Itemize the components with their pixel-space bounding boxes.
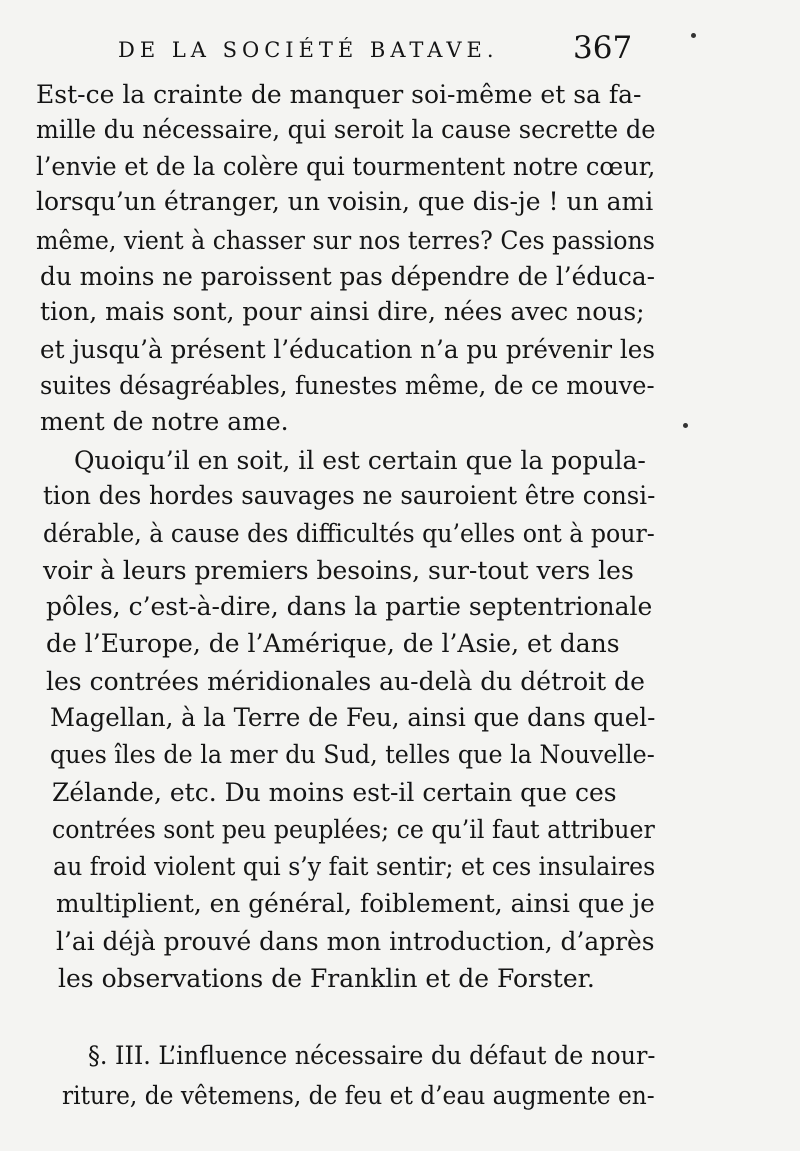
text-line: mille du nécessaire, qui seroit la cause secrette de bbox=[36, 115, 656, 144]
page-number: 367 bbox=[573, 30, 633, 66]
text-line: et jusqu’à présent l’éducation n’a pu prévenir les bbox=[40, 335, 655, 364]
text-line: Magellan, à la Terre de Feu, ainsi que dans quel- bbox=[50, 703, 656, 732]
text-line: même, vient à chasser sur nos terres? Ces passions bbox=[36, 226, 655, 255]
text-line: voir à leurs premiers besoins, sur-tout vers les bbox=[43, 556, 634, 585]
text-line: l’ai déjà prouvé dans mon introduction, d’après bbox=[56, 927, 655, 956]
text-line: tion, mais sont, pour ainsi dire, nées avec nous; bbox=[40, 297, 645, 326]
text-line: ment de notre ame. bbox=[40, 407, 289, 436]
text-line: l’envie et de la colère qui tourmentent notre cœur, bbox=[36, 152, 656, 181]
text-line: riture, de vêtemens, de feu et d’eau augmente en- bbox=[62, 1081, 655, 1110]
text-line: Zélande, etc. Du moins est-il certain que ces bbox=[52, 778, 617, 807]
text-line: Est-ce la crainte de manquer soi-même et sa fa- bbox=[36, 80, 642, 109]
text-line: contrées sont peu peuplées; ce qu’il faut attribuer bbox=[52, 815, 655, 844]
text-line: dérable, à cause des difficultés qu’elles ont à pour- bbox=[43, 519, 655, 548]
text-line: de l’Europe, de l’Amérique, de l’Asie, et dans bbox=[46, 629, 620, 658]
text-line: les contrées méridionales au-delà du détroit de bbox=[46, 667, 645, 696]
text-line: suites désagréables, funestes même, de ce mouve- bbox=[40, 371, 655, 400]
running-head: DE LA SOCIÉTÉ BATAVE. bbox=[118, 38, 499, 62]
text-line: du moins ne paroissent pas dépendre de l’éduca- bbox=[40, 262, 655, 291]
text-line: au froid violent qui s’y fait sentir; et ces insulaires bbox=[53, 852, 656, 881]
text-line: lorsqu’un étranger, un voisin, que dis-je ! un ami bbox=[36, 187, 654, 216]
text-line: pôles, c’est-à-dire, dans la partie septentrionale bbox=[46, 592, 653, 621]
text-line: multiplient, en général, foiblement, ainsi que je bbox=[56, 889, 655, 918]
text-line: tion des hordes sauvages ne sauroient être consi- bbox=[43, 481, 656, 510]
text-line: ques îles de la mer du Sud, telles que la Nouvelle- bbox=[50, 740, 655, 769]
text-line: Quoiqu’il en soit, il est certain que la popula- bbox=[74, 446, 646, 475]
text-line: §. III. L’influence nécessaire du défaut de nour- bbox=[88, 1041, 656, 1070]
text-line: les observations de Franklin et de Forster. bbox=[58, 964, 595, 993]
